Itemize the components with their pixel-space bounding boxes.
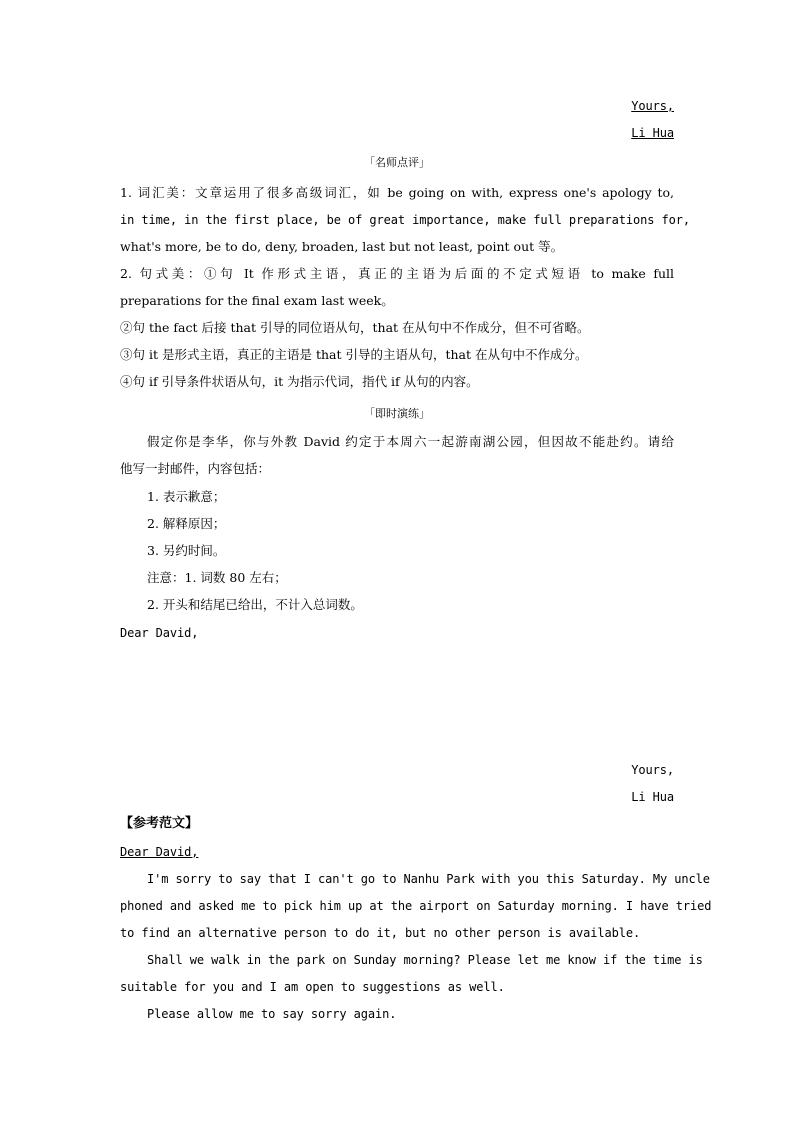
- comment-p3: ②句 the fact 后接 that 引导的同位语从句，that 在从句中不作成分，但不可省略。: [120, 320, 590, 335]
- practice-item-1: 1. 表示歉意；: [147, 489, 226, 504]
- practice-item-2: 2. 解释原因；: [147, 516, 226, 531]
- sample-p3: Please allow me to say sorry again.: [147, 1007, 397, 1021]
- comment-p2-line1: 2. 句式美：①句 It 作形式主语，真正的主语为后面的不定式短语 to make full: [120, 266, 674, 281]
- sample-p1-line3: to find an alternative person to do it, but no other person is available.: [120, 926, 641, 940]
- sample-p2-line2: suitable for you and I am open to suggestions as well.: [120, 980, 505, 994]
- sample-greeting: [120, 844, 674, 860]
- practice-note-1: 注意：1. 词数 80 左右；: [147, 570, 287, 585]
- sample-p1-line2: phoned and asked me to pick him up at the airport on Saturday morning. I have tried: [120, 899, 712, 913]
- sample-heading: 【参考范文】: [120, 816, 199, 831]
- comment-p1-line3: what's more, be to do, deny, broaden, last but not least, point out 等。: [120, 239, 564, 254]
- practice-closing: Yours,: [631, 763, 674, 777]
- comment-p4: ③句 it 是形式主语，真正的主语是 that 引导的主语从句，that 在从句中不作成分。: [120, 347, 588, 362]
- sample-p2-line1: Shall we walk in the park on Sunday morning? Please let me know if the time is: [147, 953, 703, 967]
- closing-text: Yours,: [631, 99, 674, 113]
- practice-title: 「即时演练」: [364, 407, 430, 420]
- practice-greeting: Dear David,: [120, 626, 199, 640]
- closing-yours: [120, 98, 674, 114]
- comment-p1-line1: 1. 词汇美：文章运用了很多高级词汇，如 be going on with, express one's apology to,: [120, 185, 674, 200]
- signature-li-hua: [120, 125, 674, 141]
- comment-p5: ④句 if 引导条件状语从句，it 为指示代词，指代 if 从句的内容。: [120, 374, 479, 389]
- practice-note-2: 2. 开头和结尾已给出，不计入总词数。: [147, 597, 363, 612]
- practice-signature: Li Hua: [631, 790, 674, 804]
- practice-prompt-line2: 他写一封邮件，内容包括：: [120, 461, 271, 476]
- comment-title: 「名师点评」: [364, 156, 430, 169]
- signature-text: Li Hua: [631, 126, 674, 140]
- comment-p1-line2: in time, in the first place, be of great importance, make full preparations for,: [120, 213, 690, 227]
- comment-p2-line2: preparations for the final exam last week。: [120, 293, 394, 308]
- practice-prompt-line1: 假定你是李华，你与外教 David 约定于本周六一起游南湖公园，但因故不能赴约。请给: [147, 434, 674, 449]
- sample-p1-line1: I'm sorry to say that I can't go to Nanhu Park with you this Saturday. My uncle: [147, 872, 710, 886]
- practice-item-3: 3. 另约时间。: [147, 543, 226, 558]
- sample-greeting-text: Dear David,: [120, 845, 199, 859]
